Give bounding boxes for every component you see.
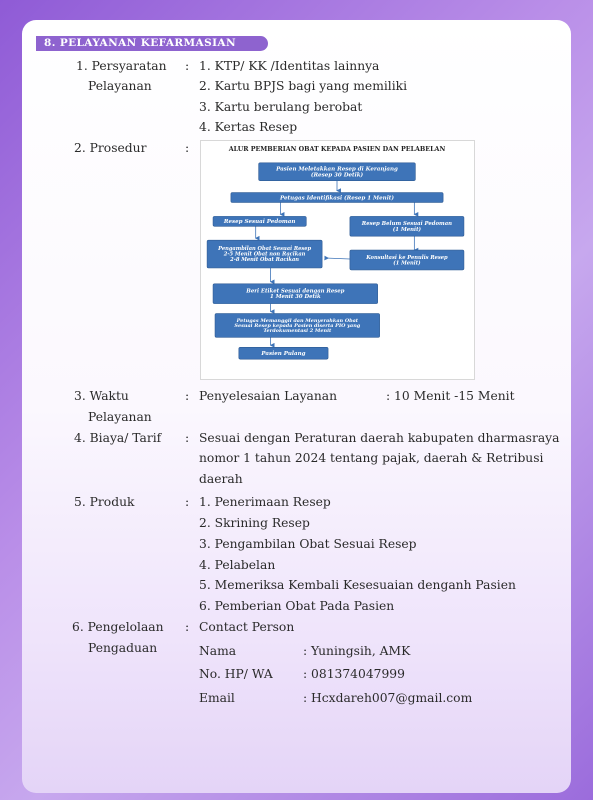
flowchart-title: ALUR PEMBERIAN OBAT KEPADA PASIEN DAN PELABELAN [228,145,446,153]
contact-value-phone: : 081374047999 [303,667,405,681]
flowchart-box-text: 2-5 Menit Obat non Racikan [223,251,306,258]
contact-key-email: Email [199,691,235,705]
pengaduan-colon: : [185,620,190,634]
section-title: 8. PELAYANAN KEFARMASIAN [36,36,268,51]
flowchart-box-text: Resep Sesuai Pedoman [223,219,296,226]
biaya-colon: : [185,431,190,445]
biaya-text: Sesuai dengan Peraturan daerah kabupaten dharmasraya [199,431,560,445]
biaya-text: daerah [199,472,243,486]
flowchart-box-text: Sesuai Resep kepada Pasien diserta PIO yang [234,323,361,330]
flowchart-box-text: Pasien Meletakkan Resep di Keranjang [276,166,398,173]
contact-key-name: Nama [199,644,237,658]
produk-item: 4. Pelabelan [199,558,276,572]
contact-value-name: : Yuningsih, AMK [303,644,411,658]
flowchart-box-text: Beri Etiket Sesuai dengan Resep [246,288,345,295]
waktu-key: Penyelesaian Layanan [199,389,338,403]
produk-colon: : [185,495,190,509]
flowchart-box-text: Petugas Memanggil dan Menyerahkan Obat [236,317,359,324]
biaya-text: nomor 1 tahun 2024 tentang pajak, daerah & Retribusi [199,451,544,465]
flowchart-box-text: (1 Menit) [392,226,422,233]
flowchart-box3 [213,216,306,226]
flowchart-box5 [207,240,322,268]
contact-key-phone: No. HP/ WA [199,667,273,681]
flowchart-box-text: Terdokumentasi 2 Menit [263,328,332,335]
document-page [22,20,571,793]
flowchart-box8 [215,314,380,338]
persyaratan-item: 3. Kartu berulang berobat [199,100,363,114]
persyaratan-colon: : [185,59,190,73]
flowchart-box7 [213,284,378,304]
produk-item: 1. Penerimaan Resep [199,495,331,509]
produk-item: 3. Pengambilan Obat Sesuai Resep [199,537,417,551]
flowchart-box4 [350,216,464,236]
flowchart-box-text: Konsultasi ke Penulis Resep [366,254,448,261]
flowchart-box-text: Pengambilan Obat Sesuai Resep [218,246,312,253]
persyaratan-item: 2. Kartu BPJS bagi yang memiliki [199,79,408,93]
prosedur-label: 2. Prosedur [74,141,147,155]
persyaratan-label-2: Pelayanan [88,79,152,93]
flowchart-box6 [350,250,464,270]
contact-value-email: : Hcxdareh007@gmail.com [303,691,473,705]
flowchart-box-text: 2-8 Menit Obat Racikan [230,257,300,264]
produk-item: 6. Pemberian Obat Pada Pasien [199,599,395,613]
flowchart-box1 [259,163,416,181]
flowchart [200,140,475,380]
prosedur-colon: : [185,141,190,155]
flowchart-box-text: (1 Menit) [393,260,421,267]
flowchart-box-text: (Resep 30 Detik) [310,172,364,179]
waktu-value: : 10 Menit -15 Menit [386,389,515,403]
flowchart-box9 [239,347,328,359]
flowchart-box-text: Petugas Identifikasi (Resep 1 Menit) [279,195,395,202]
waktu-label: 3. Waktu [74,389,129,403]
waktu-colon: : [185,389,190,403]
flowchart-box-text: Pasien Pulang [261,350,306,357]
persyaratan-label: 1. Persyaratan [76,59,167,73]
flowchart-box-text: 1 Menit 30 Detik [270,294,321,301]
persyaratan-item: 4. Kertas Resep [199,120,298,134]
biaya-label: 4. Biaya/ Tarif [74,431,162,445]
contact-heading: Contact Person [199,620,295,634]
produk-item: 2. Skrining Resep [199,516,310,530]
pengaduan-label-2: Pengaduan [88,641,158,655]
produk-item: 5. Memeriksa Kembali Kesesuaian denganh Pasien [199,578,516,592]
flowchart-box-text: Resep Belum Sesuai Pedoman [361,221,453,228]
flowchart-diagram [201,141,474,379]
flowchart-box2 [231,193,443,203]
persyaratan-item: 1. KTP/ KK /Identitas lainnya [199,59,380,73]
waktu-label-2: Pelayanan [88,410,152,424]
produk-label: 5. Produk [74,495,135,509]
pengaduan-label: 6. Pengelolaan [72,620,164,634]
